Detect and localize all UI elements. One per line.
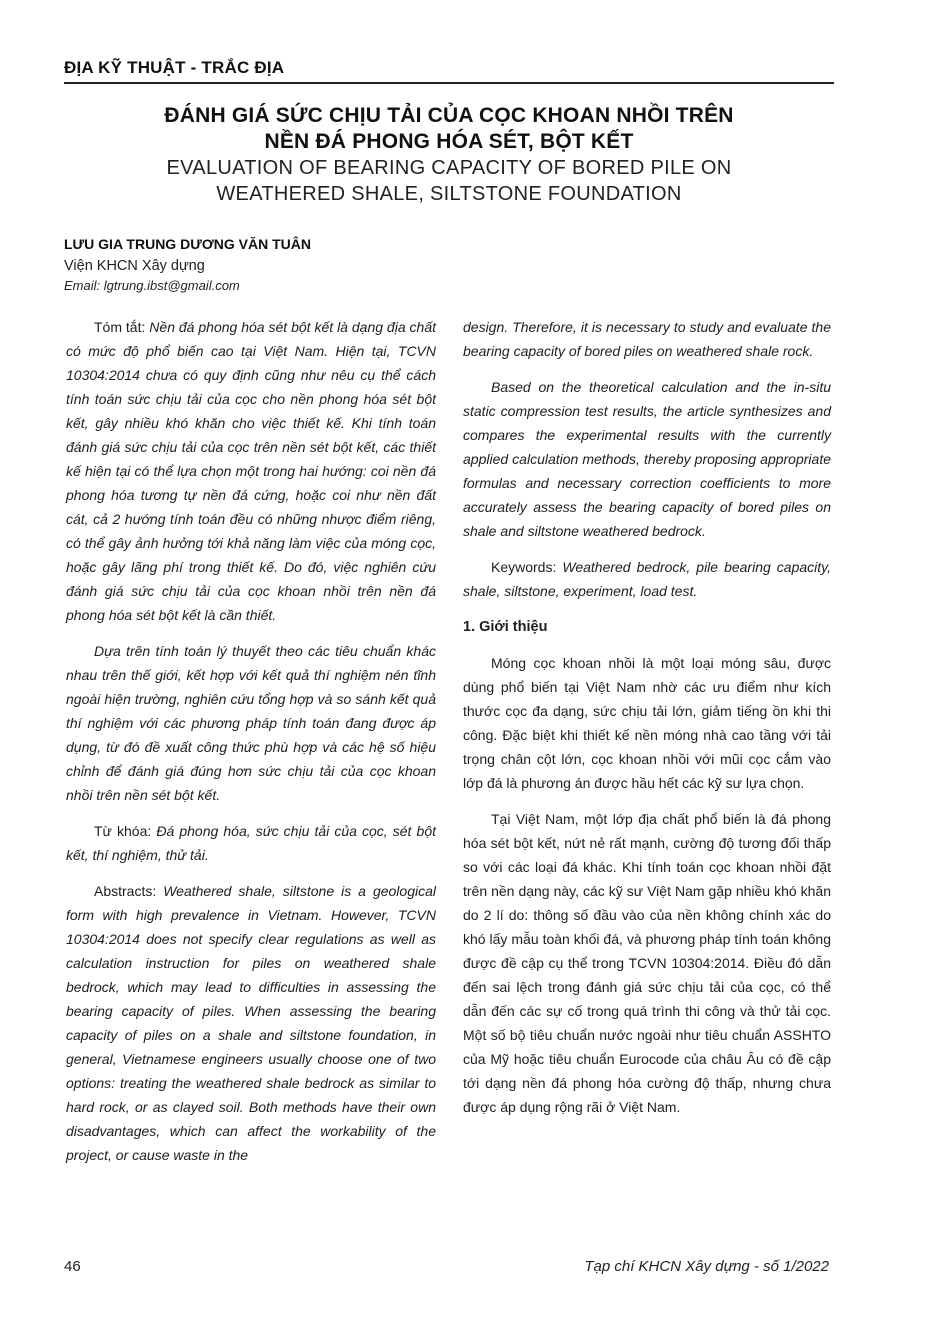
abstract-en-text-1: Weathered shale, siltstone is a geological form with high prevalence in Vietnam. However, TCVN 10304:2014 does not specify clear regulations as well as calculation instruction for piles on weathered shale bedrock, which may lead to difficulties in assessing the bearing capacity of piles. When assessing the bearing capacity of piles on a shale and siltstone foundation, in general, Vietnamese engineers usually choose one of two options: treating the weathered shale bedrock as similar to hard rock, or as clayed soil. Both methods have their own disadvantages, which can affect the workability of the project, or cause waste in the bbox=[66, 883, 436, 1163]
page-number: 46 bbox=[64, 1258, 81, 1275]
abstract-en-continuation: design. Therefore, it is necessary to study and evaluate the bearing capacity of bored piles on weathered shale rock. bbox=[463, 319, 831, 359]
keywords-vi-paragraph bbox=[66, 819, 436, 867]
abstract-vi-paragraph-1 bbox=[66, 315, 436, 627]
title-en-line-1: EVALUATION OF BEARING CAPACITY OF BORED PILE ON bbox=[166, 157, 732, 179]
intro-paragraph-2: Tại Việt Nam, một lớp địa chất phổ biến là đá phong hóa sét bột kết, nứt nẻ rất mạnh, cường độ tương đối thấp so với các loại đá khác. Khi tính toán cọc khoan nhồi đặt trên nền dạng này, các kỹ sư Việt Nam gặp nhiều khó khăn do 2 lí do: thông số đầu vào của nền không chính xác do khó lấy mẫu toàn khối đá, và phương pháp tính toán không được đề cập cụ thể trong TCVN 10304:2014. Điều đó dẫn đến sai lệch trong đánh giá sức chịu tải của cọc, có thể dẫn đến các sự cố trong quá trình thi công và thử tải cọc. Một số bộ tiêu chuẩn nước ngoài như tiêu chuẩn ASSHTO của Mỹ hoặc tiêu chuẩn Eurocode của châu Âu có đề cập tới dạng nền đá phong hóa cường độ thấp, nhưng chưa được áp dụng rộng rãi ở Việt Nam. bbox=[463, 811, 831, 1115]
keywords-vi-text: Đá phong hóa, sức chịu tải của cọc, sét bột kết, thí nghiệm, thử tải. bbox=[66, 823, 436, 863]
header-rule bbox=[64, 82, 834, 84]
intro-paragraph-1: Móng cọc khoan nhồi là một loại móng sâu, được dùng phổ biến tại Việt Nam nhờ các ưu điểm như kích thước cọc đa dạng, sức chịu tải lớn, giảm tiếng ồn khi thi công. Đặc biệt khi thiết kế nền móng nhà cao tầng với tải trọng chân cột lớn, cọc khoan nhồi với mũi cọc cắm vào lớp đá là phương án được hầu hết các kỹ sư lựa chọn. bbox=[463, 655, 831, 791]
abstract-vi-text-1: Nền đá phong hóa sét bột kết là dạng địa chất có mức độ phổ biến cao tại Việt Nam. Hiện tại, TCVN 10304:2014 chưa có quy định cũng như nêu cụ thể cách tính toán sức chịu tải của cọc cho nền phong hóa sét bột kết, gây nhiều khó khăn cho việc thiết kế. Khi tính toán đánh giá sức chịu tải của cọc trên nền sét bột kết, các thiết kế hiện tại có thể lựa chọn một trong hai hướng: coi nền đá phong hóa tương tự nền đá cứng, hoặc coi như nền đất cát, cả 2 hướng tính toán đều có những nhược điểm riêng, có thể gây ảnh hưởng tới khả năng làm việc của móng cọc, hoặc gây lãng phí trong thiết kế. Do đó, việc nghiên cứu đánh giá sức chịu tải của cọc khoan nhồi trên nền đá phong hóa sét bột kết là cần thiết. bbox=[66, 319, 436, 623]
abstract-en-label: Abstracts: bbox=[94, 883, 164, 899]
author-affiliation: Viện KHCN Xây dựng bbox=[64, 258, 205, 274]
left-column bbox=[66, 315, 436, 1179]
keywords-en-text: Weathered bedrock, pile bearing capacity, shale, siltstone, experiment, load test. bbox=[463, 559, 831, 599]
abstract-vi-paragraph-2: Dựa trên tính toán lý thuyết theo các tiêu chuẩn khác nhau trên thế giới, kết hợp với kết quả thí nghiệm nén tĩnh ngoài hiện trường, nghiên cứu tổng hợp và so sánh kết quả thí nghiệm với các phương pháp tính toán đang được áp dụng, từ đó đề xuất công thức phù hợp và các hệ số hiệu chỉnh để đánh giá đúng hơn sức chịu tải của cọc khoan nhồi trên nền sét bột kết. bbox=[66, 643, 436, 803]
keywords-vi-label: Từ khóa: bbox=[94, 823, 157, 839]
title-vi-line-1: ĐÁNH GIÁ SỨC CHỊU TẢI CỦA CỌC KHOAN NHỒI TRÊN bbox=[164, 104, 734, 127]
title-vi-line-2: NỀN ĐÁ PHONG HÓA SÉT, BỘT KẾT bbox=[264, 130, 634, 153]
abstract-en-paragraph-1 bbox=[66, 879, 436, 1167]
abstract-vi-label: Tóm tắt: bbox=[94, 319, 150, 335]
section-label: ĐỊA KỸ THUẬT - TRẮC ĐỊA bbox=[64, 58, 285, 77]
keywords-en-label: Keywords: bbox=[491, 559, 563, 575]
keywords-en-paragraph bbox=[463, 555, 831, 603]
journal-footer: Tạp chí KHCN Xây dựng - số 1/2022 bbox=[584, 1258, 829, 1275]
right-column bbox=[463, 315, 831, 1131]
abstract-en-paragraph-2: Based on the theoretical calculation and the in-situ static compression test results, the article synthesizes and compares the experimental results with the currently applied calculation methods, thereby proposing appropriate formulas and necessary correction coefficients to more accurately assess the bearing capacity of bored piles on shale and siltstone weathered bedrock. bbox=[463, 379, 831, 539]
author-names: LƯU GIA TRUNG DƯƠNG VĂN TUÂN bbox=[64, 236, 311, 252]
author-email[interactable]: Email: lgtrung.ibst@gmail.com bbox=[64, 278, 240, 293]
section-heading-introduction: 1. Giới thiệu bbox=[463, 619, 548, 635]
title-block bbox=[64, 103, 834, 207]
title-en-line-2: WEATHERED SHALE, SILTSTONE FOUNDATION bbox=[216, 183, 682, 205]
